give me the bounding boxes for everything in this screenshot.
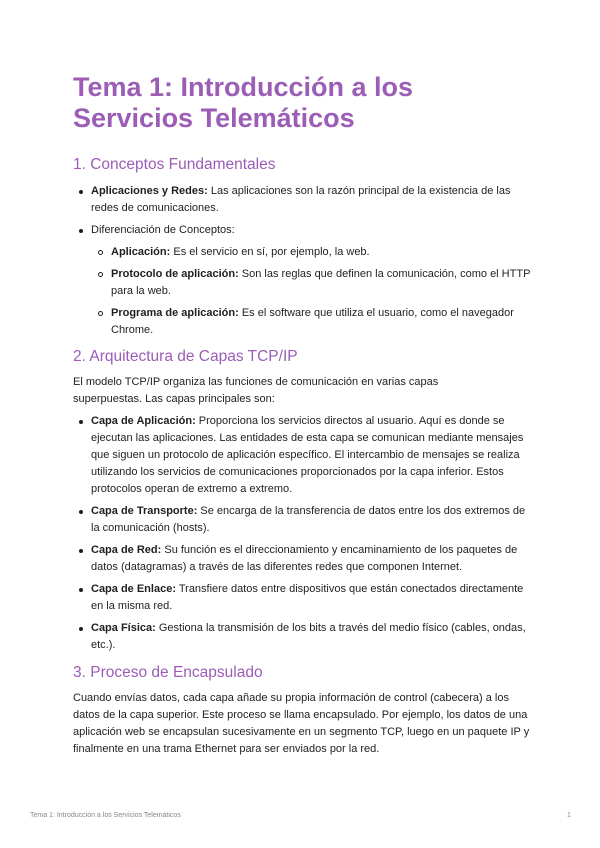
sub-list-item: Aplicación: Es el servicio en sí, por ejemplo, la web. [73,244,533,261]
section-heading-encapsulado: 3. Proceso de Encapsulado [73,664,263,681]
section-heading-conceptos: 1. Conceptos Fundamentales [73,156,276,173]
sub-list-item: Programa de aplicación: Es el software que utiliza el usuario, como el navegador Chrome. [73,305,533,339]
capas-list [73,413,533,654]
document-body [73,72,533,758]
sub-list [91,244,533,339]
page-title: Tema 1: Introducción a los Servicios Telemáticos [73,72,414,133]
list-item: Capa de Transporte: Se encarga de la transferencia de datos entre los dos extremos de la comunicación (hosts). [73,503,533,537]
list-item: Capa de Enlace: Transfiere datos entre dispositivos que están conectados directamente en la misma red. [73,581,533,615]
list-item: Capa Física: Gestiona la transmisión de los bits a través del medio físico (cables, ondas, etc.). [73,620,533,654]
conceptos-list [73,183,533,339]
sub-list-item: Protocolo de aplicación: Son las reglas que definen la comunicación, como el HTTP para la web. [73,266,533,300]
list-item: Capa de Red: Su función es el direccionamiento y encaminamiento de los paquetes de datos (datagramas) a través de las diferentes redes que componen Internet. [73,542,533,576]
list-item: Capa de Aplicación: Proporciona los servicios directos al usuario. Aquí es donde se ejecutan las aplicaciones. Las entidades de esta capa se comunican mediante mensajes que siguen un protocolo de aplicación específico. El intercambio de mensajes se realiza utilizando los servicios de comunicaciones proporcionados por la capa inferior. Estos protocolos operan de extremo a extremo. [73,413,533,498]
encapsulado-text: Cuando envías datos, cada capa añade su propia información de control (cabecera) a los datos de la capa superior. Este proceso se llama encapsulado. Por ejemplo, los datos de una aplicación web se encapsulan sucesivamente en un segmento TCP, luego en un paquete IP y finalmente en una trama Ethernet para ser enviados por la red. [73,692,530,755]
footer-title: Tema 1: Introducción a los Servicios Telemáticos [30,812,181,819]
section-heading-arquitectura: 2. Arquitectura de Capas TCP/IP [73,348,298,365]
list-item: Aplicaciones y Redes: Las aplicaciones son la razón principal de la existencia de las redes de comunicaciones. [73,183,533,217]
footer-page-number: 1 [567,812,571,819]
list-item: Diferenciación de Conceptos: Aplicación: Es el servicio en sí, por ejemplo, la web. Protocolo de aplicación: Son las reglas que definen la comunicación, como el HTTP para la web. Programa de aplicación: Es el software que utiliza el usuario, como el navegador Chrome. [73,222,533,339]
arquitectura-intro: El modelo TCP/IP organiza las funciones de comunicación en varias capas superpuestas. Las capas principales son: [73,376,439,405]
